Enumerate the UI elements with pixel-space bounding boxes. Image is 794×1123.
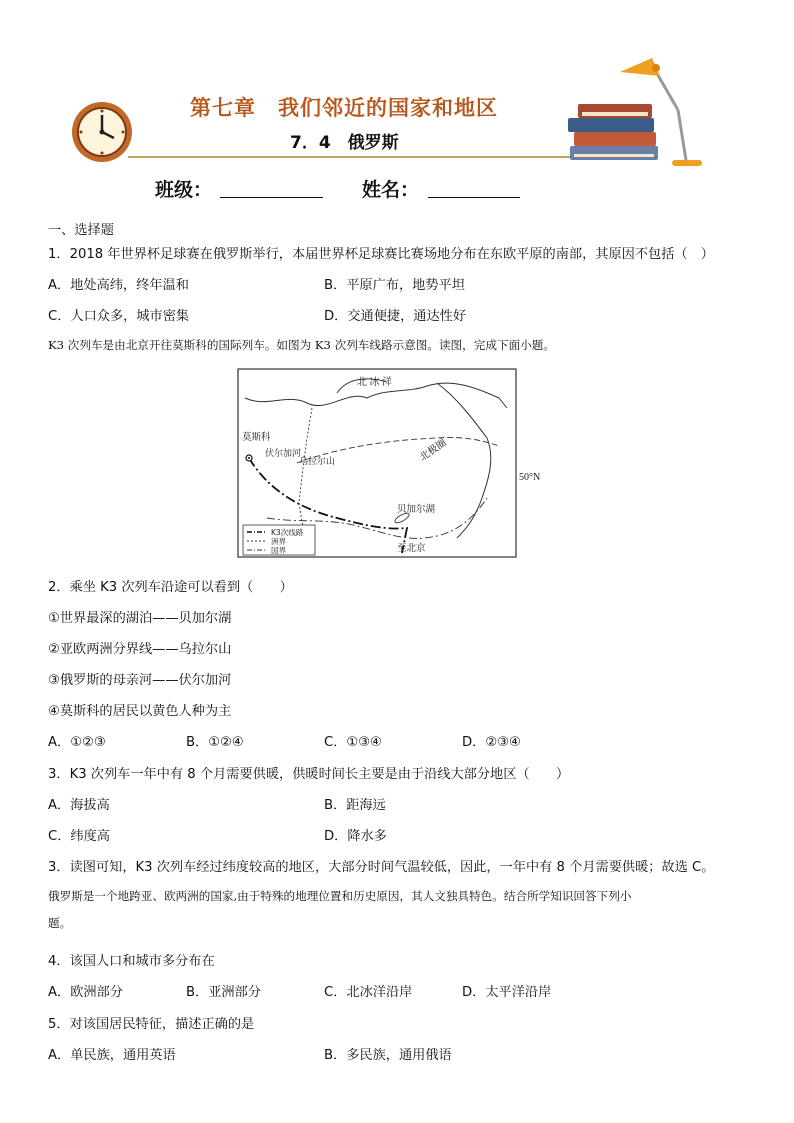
q2-item-3: ③俄罗斯的母亲河——伏尔加河 <box>48 673 232 688</box>
q3-explanation: 3．读图可知，K3 次列车经过纬度较高的地区，大部分时间气温较低，因此，一年中有 8 个月需要供暖；故选 C。 <box>48 860 715 875</box>
q1-option-b: B．平原广布，地势平坦 <box>324 278 465 293</box>
map-label-arctic-circle: 北极圈 <box>417 437 449 464</box>
map-label-ural: 乌拉尔山 <box>299 456 336 466</box>
q4-stem: 4．该国人口和城市多分布在 <box>48 954 215 969</box>
q2-item-1: ①世界最深的湖泊——贝加尔湖 <box>48 611 232 626</box>
legend-route: K3次线路 <box>271 528 304 537</box>
q3-option-d: D．降水多 <box>324 829 387 844</box>
q5-option-b: B．多民族，通用俄语 <box>324 1048 452 1063</box>
q2-option-b: B．①②④ <box>186 735 244 750</box>
q4-option-b: B．亚洲部分 <box>186 985 261 1000</box>
map-label-latitude: 50°N <box>519 472 541 483</box>
q3-stem: 3．K3 次列车一年中有 8 个月需要供暖，供暖时间长主要是由于沿线大部分地区（ ） <box>48 767 570 782</box>
q4-option-a: A．欧洲部分 <box>48 985 123 1000</box>
q3-option-a: A．海拔高 <box>48 798 110 813</box>
name-input-line[interactable] <box>428 197 520 198</box>
legend-border: 国界 <box>271 546 286 555</box>
books-lamp-icon <box>560 50 710 175</box>
k3-route-map <box>237 368 541 558</box>
intro-k3: K3 次列车是由北京开往莫斯科的国际列车。如图为 K3 次列车线路示意图。读图，完成下面小题。 <box>48 338 555 352</box>
map-label-baikal: 贝加尔湖 <box>397 505 436 515</box>
map-label-moscow: 莫斯科 <box>242 433 271 443</box>
q5-stem: 5．对该国居民特征，描述正确的是 <box>48 1017 255 1032</box>
q4-option-c: C．北冰洋沿岸 <box>324 985 413 1000</box>
q1-option-c: C．人口众多，城市密集 <box>48 309 190 324</box>
class-label: 班级： <box>155 179 213 201</box>
q2-item-4: ④莫斯科的居民以黄色人种为主 <box>48 704 232 719</box>
map-label-to-beijing: 至北京 <box>397 544 426 554</box>
q1-option-a: A．地处高纬，终年温和 <box>48 278 189 293</box>
q2-item-2: ②亚欧两洲分界线——乌拉尔山 <box>48 642 232 657</box>
q1-option-d: D．交通便捷，通达性好 <box>324 309 467 324</box>
q5-option-a: A．单民族，通用英语 <box>48 1048 176 1063</box>
q2-option-c: C．①③④ <box>324 735 382 750</box>
map-label-volga: 伏尔加河 <box>265 448 302 458</box>
intro-russia-line1: 俄罗斯是一个地跨亚、欧两洲的国家,由于特殊的地理位置和历史原因，其人文独具特色。结合所学知识回答下列小 <box>48 889 632 903</box>
map-label-arctic: 北 冰 洋 <box>357 377 392 388</box>
q4-option-d: D．太平洋沿岸 <box>462 985 552 1000</box>
legend-continent: 洲界 <box>271 537 286 546</box>
q2-option-a: A．①②③ <box>48 735 106 750</box>
clock-icon <box>70 100 134 164</box>
q3-option-b: B．距海远 <box>324 798 386 813</box>
q2-stem: 2．乘坐 K3 次列车沿途可以看到（ ） <box>48 580 293 595</box>
section-heading: 一、选择题 <box>48 223 114 238</box>
q2-option-d: D．②③④ <box>462 735 521 750</box>
q3-option-c: C．纬度高 <box>48 829 110 844</box>
name-label: 姓名： <box>362 179 420 201</box>
header-divider <box>128 156 573 158</box>
page-title: 第七章 我们邻近的国家和地区 <box>190 96 498 120</box>
intro-russia-line2: 题。 <box>48 916 72 930</box>
class-input-line[interactable] <box>220 197 323 198</box>
page-subtitle: 7．4 俄罗斯 <box>290 133 399 153</box>
q1-stem: 1．2018 年世界杯足球赛在俄罗斯举行，本届世界杯足球赛比赛场地分布在东欧平原的南部，其原因不包括（ ） <box>48 247 714 262</box>
